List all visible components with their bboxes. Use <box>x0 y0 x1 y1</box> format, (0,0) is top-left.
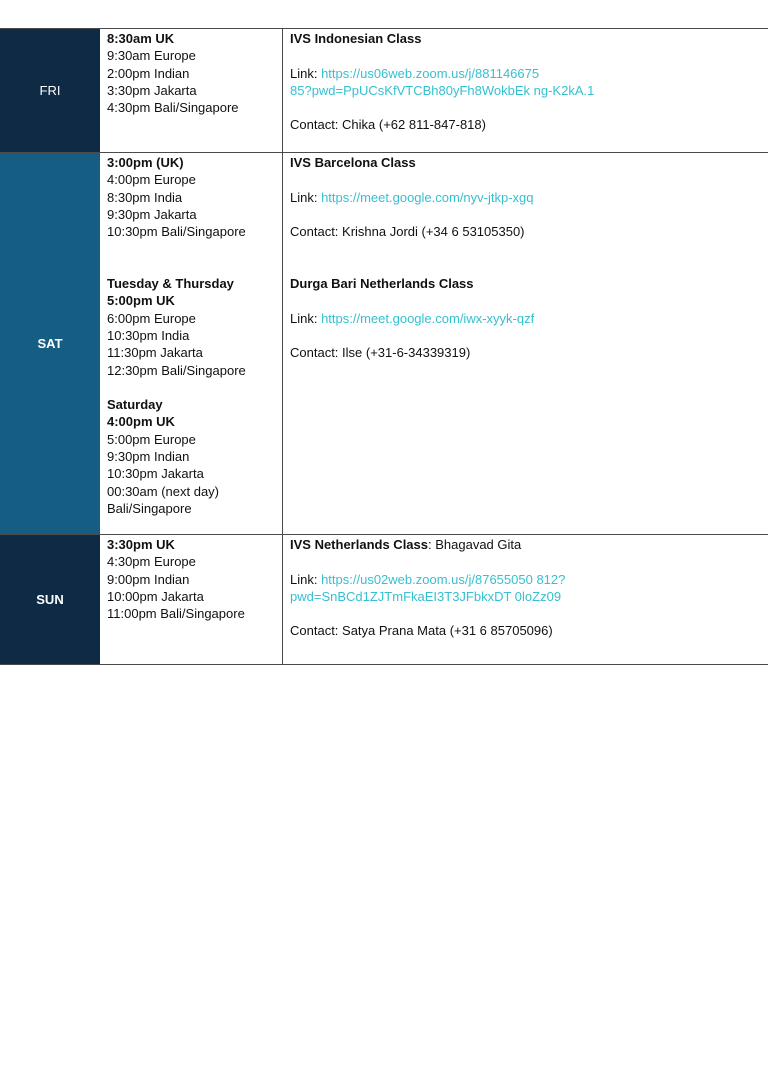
time-line: 12:30pm Bali/Singapore <box>107 362 246 378</box>
class-title: IVS Barcelona Class <box>290 155 416 170</box>
time-line: 4:00pm UK <box>107 414 175 430</box>
time-line: 3:30pm Jakarta <box>107 82 197 98</box>
day-label: SAT <box>37 336 63 351</box>
class-contact: Contact: Satya Prana Mata (+31 6 85705096) <box>290 623 553 639</box>
schedule-row-friday <box>0 29 768 153</box>
class-info-sunday <box>283 535 768 664</box>
class-link-line <box>290 65 768 82</box>
time-line: 9:30am Europe <box>107 48 196 64</box>
class-title: Durga Bari Netherlands Class <box>290 276 474 292</box>
link-label: Link: <box>290 189 322 205</box>
schedule-table <box>0 28 768 665</box>
time-line: 3:30pm UK <box>107 537 175 552</box>
time-heading: Tuesday & Thursday <box>107 276 234 292</box>
class-link-line <box>290 310 768 327</box>
day-label: FRI <box>39 83 61 98</box>
time-line: 9:30pm Jakarta <box>107 206 197 222</box>
time-line: 4:30pm Bali/Singapore <box>107 100 239 116</box>
times-cell-saturday <box>100 153 283 534</box>
class-subtitle: : Bhagavad Gita <box>428 537 522 552</box>
time-line: 10:30pm Bali/Singapore <box>107 224 246 240</box>
time-line: 11:00pm Bali/Singapore <box>107 606 245 622</box>
class-link-line <box>290 588 768 605</box>
class-link-line <box>290 82 768 99</box>
link-label: Link: <box>290 65 322 81</box>
class-contact: Contact: Krishna Jordi (+34 6 53105350) <box>290 224 525 240</box>
zoom-link[interactable]: https://us02web.zoom.us/j/87655050 812? <box>321 571 566 587</box>
class-title: IVS Indonesian Class <box>290 31 422 46</box>
time-line: 10:00pm Jakarta <box>107 588 204 604</box>
class-contact: Contact: Ilse (+31-6-34339319) <box>290 345 471 361</box>
time-line: 00:30am (next day) <box>107 483 220 499</box>
class-info-saturday <box>283 153 768 534</box>
time-line: 8:30pm India <box>107 189 183 205</box>
time-line: 9:00pm Indian <box>107 571 190 587</box>
time-line: 10:30pm India <box>107 327 190 343</box>
time-line: 5:00pm Europe <box>107 431 196 447</box>
link-label: Link: <box>290 571 322 587</box>
class-title: IVS Netherlands Class <box>290 537 428 552</box>
times-cell-friday <box>100 29 283 152</box>
day-cell-friday <box>0 29 100 152</box>
zoom-link-continued[interactable]: 85?pwd=PpUCsKfVTCBh80yFh8WokbEk ng-K2kA.1 <box>290 82 595 98</box>
schedule-row-saturday <box>0 153 768 535</box>
day-label: SUN <box>36 592 64 607</box>
time-line: 4:30pm Europe <box>107 554 196 570</box>
link-label: Link: <box>290 310 322 326</box>
time-line: Bali/Singapore <box>107 500 192 516</box>
time-line: 4:00pm Europe <box>107 172 196 188</box>
schedule-row-sunday <box>0 535 768 665</box>
meet-link[interactable]: https://meet.google.com/iwx-xyyk-qzf <box>321 310 535 326</box>
time-line: 3:00pm (UK) <box>107 155 184 170</box>
times-cell-sunday <box>100 535 283 664</box>
time-line: 9:30pm Indian <box>107 449 190 465</box>
class-title-line <box>290 536 768 553</box>
time-line: 5:00pm UK <box>107 293 175 309</box>
class-info-friday <box>283 29 768 152</box>
day-cell-sunday <box>0 535 100 664</box>
time-line: 10:30pm Jakarta <box>107 466 204 482</box>
time-line: 8:30am UK <box>107 31 175 46</box>
time-line: 11:30pm Jakarta <box>107 345 203 361</box>
class-link-line <box>290 189 768 206</box>
time-line: 2:00pm Indian <box>107 65 190 81</box>
day-cell-saturday <box>0 153 100 534</box>
class-contact: Contact: Chika (+62 811-847-818) <box>290 117 486 133</box>
class-link-line <box>290 571 768 588</box>
zoom-link-continued[interactable]: pwd=SnBCd1ZJTmFkaEI3T3JFbkxDT 0loZz09 <box>290 588 562 604</box>
meet-link[interactable]: https://meet.google.com/nyv-jtkp-xgq <box>321 189 534 205</box>
time-heading: Saturday <box>107 397 163 413</box>
zoom-link[interactable]: https://us06web.zoom.us/j/881146675 <box>321 65 540 81</box>
time-line: 6:00pm Europe <box>107 310 196 326</box>
